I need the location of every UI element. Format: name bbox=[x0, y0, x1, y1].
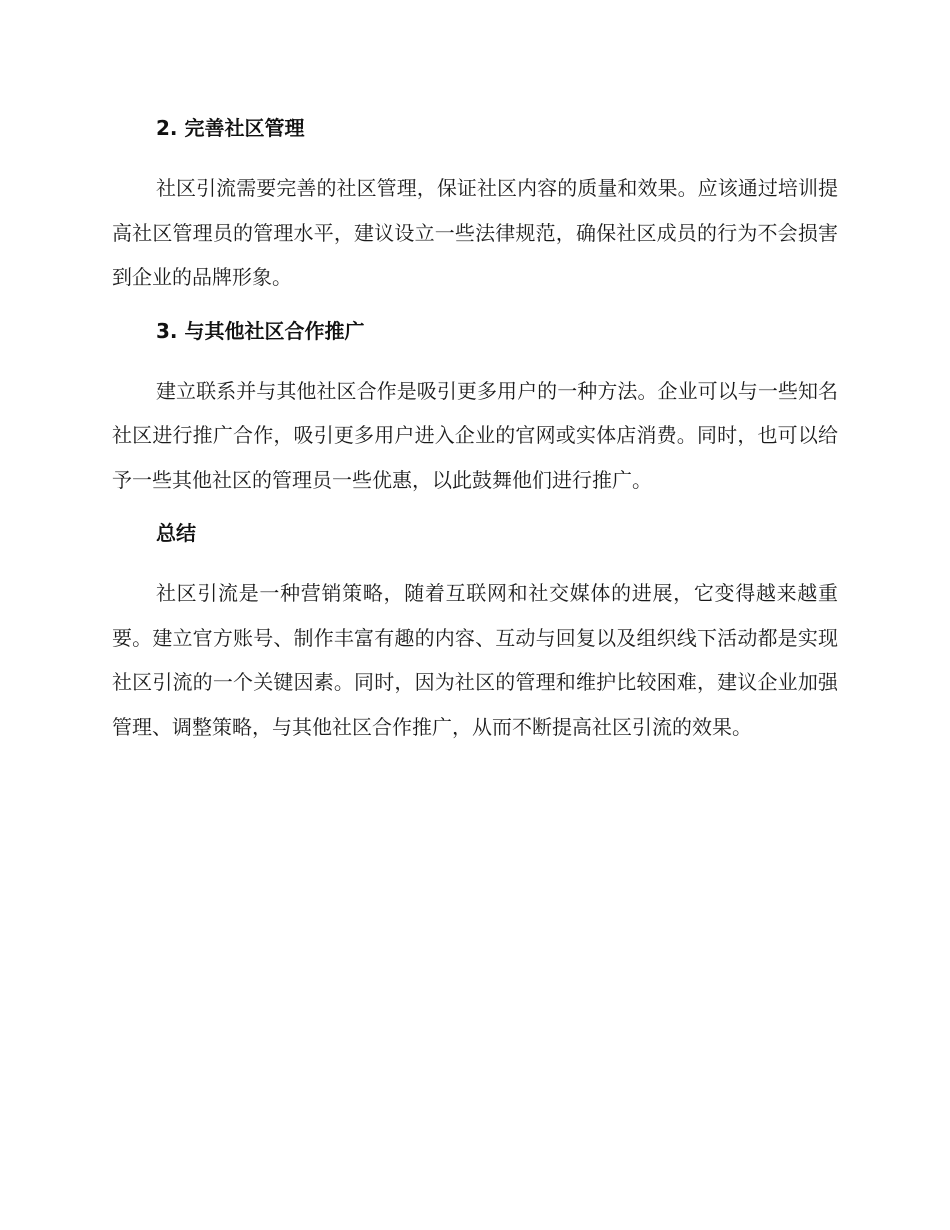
section-heading-partner-promotion: 3. 与其他社区合作推广 bbox=[156, 318, 365, 343]
section-paragraph-summary: 社区引流是一种营销策略，随着互联网和社交媒体的进展，它变得越来越重要。建立官方账号、制作丰富有趣的内容、互动与回复以及组织线下活动都是实现社区引流的一个关键因素。同时，因为社区的管理和维护比较困难，建议企业加强管理、调整策略，与其他社区合作推广，从而不断提高社区引流的效果。 bbox=[112, 581, 838, 739]
section-heading-community-management: 2. 完善社区管理 bbox=[156, 116, 305, 140]
section-paragraph-community-management: 社区引流需要完善的社区管理，保证社区内容的质量和效果。应该通过培训提高社区管理员的管理水平，建议设立一些法律规范，确保社区成员的行为不会损害到企业的品牌形象。 bbox=[112, 176, 838, 289]
section-heading-summary: 总结 bbox=[156, 521, 196, 545]
section-paragraph-partner-promotion: 建立联系并与其他社区合作是吸引更多用户的一种方法。企业可以与一些知名社区进行推广合作，吸引更多用户进入企业的官网或实体店消费。同时，也可以给予一些其他社区的管理员一些优惠，以此鼓舞他们进行推广。 bbox=[112, 378, 838, 492]
